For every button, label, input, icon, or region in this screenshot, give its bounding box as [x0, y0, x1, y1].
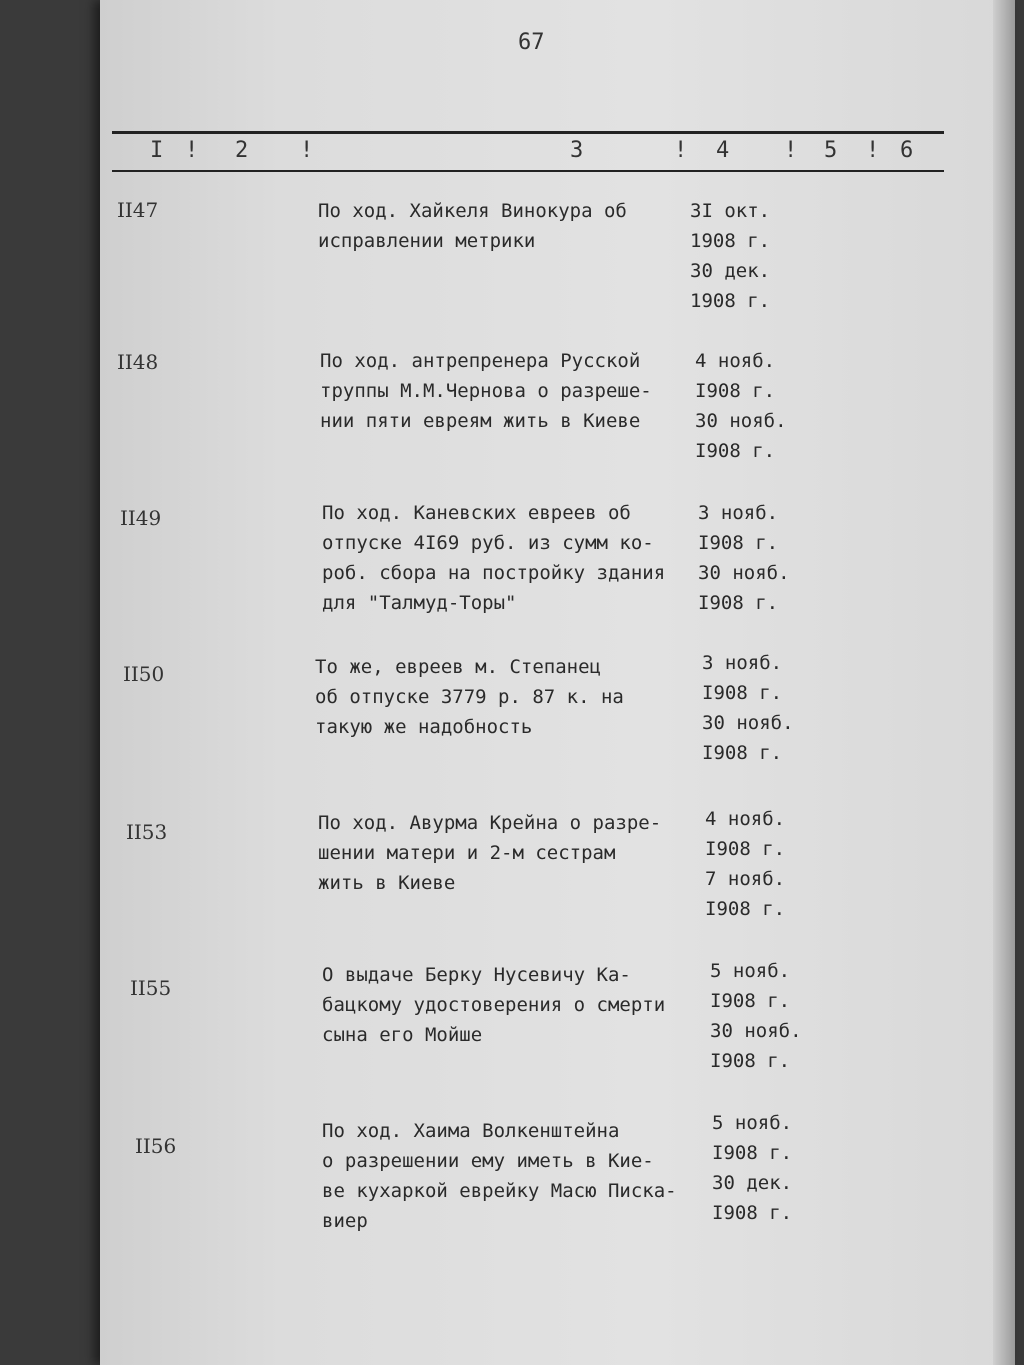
entry-description: О выдаче Берку Нусевичу Ка- бацкому удостоверения о смерти сына его Мойше [322, 964, 666, 1046]
table-top-rule [112, 131, 944, 134]
header-col-6: 6 [900, 138, 914, 163]
entry-dates: 5 нояб. I908 г. 30 дек. I908 г. [712, 1112, 793, 1224]
entry-number: II50 [123, 662, 165, 686]
entry-number: II55 [130, 976, 172, 1000]
entry-number: II56 [135, 1134, 177, 1158]
header-col-3: 3 [570, 138, 584, 163]
entry-dates: 3 нояб. I908 г. 30 нояб. I908 г. [702, 652, 794, 764]
entry-number: II49 [120, 506, 162, 530]
header-separator: ! [300, 138, 314, 163]
entry-description: То же, евреев м. Степанец об отпуске 3779 р. 87 к. на такую же надобность [315, 656, 624, 738]
header-col-2: 2 [235, 138, 249, 163]
entry-description: По ход. Хаима Волкенштейна о разрешении ему иметь в Кие- ве кухаркой еврейку Масю Писка- виер [322, 1120, 677, 1232]
entry-number: II48 [117, 350, 159, 374]
table-header-rule [112, 170, 944, 172]
header-col-5: 5 [824, 138, 838, 163]
header-separator: ! [185, 138, 199, 163]
entry-dates: 3I окт. 1908 г. 30 дек. 1908 г. [690, 200, 771, 312]
page-edge [993, 0, 1015, 1365]
header-separator: ! [674, 138, 688, 163]
entry-description: По ход. Авурма Крейна о разре- шении матери и 2-м сестрам жить в Киеве [318, 812, 662, 894]
header-col-4: 4 [716, 138, 730, 163]
header-separator: ! [866, 138, 880, 163]
entry-dates: 3 нояб. I908 г. 30 нояб. I908 г. [698, 502, 790, 614]
entry-number: II53 [126, 820, 168, 844]
entry-description: По ход. Хайкеля Винокура об исправлении метрики [318, 200, 627, 252]
entry-number: II47 [117, 198, 159, 222]
entry-description: По ход. Каневских евреев об отпуске 4I69 руб. из сумм ко- роб. сбора на постройку здания для "Талмуд-Торы" [322, 502, 666, 614]
document-page [100, 0, 1015, 1365]
entry-dates: 5 нояб. I908 г. 30 нояб. I908 г. [710, 960, 802, 1072]
page-number: 67 [518, 30, 545, 55]
entry-dates: 4 нояб. I908 г. 7 нояб. I908 г. [705, 808, 786, 920]
header-col-1: I [150, 138, 164, 163]
entry-dates: 4 нояб. I908 г. 30 нояб. I908 г. [695, 350, 787, 462]
header-separator: ! [784, 138, 798, 163]
entry-description: По ход. антрепренера Русской труппы М.М.Чернова о разреше- нии пяти евреям жить в Киеве [320, 350, 652, 432]
